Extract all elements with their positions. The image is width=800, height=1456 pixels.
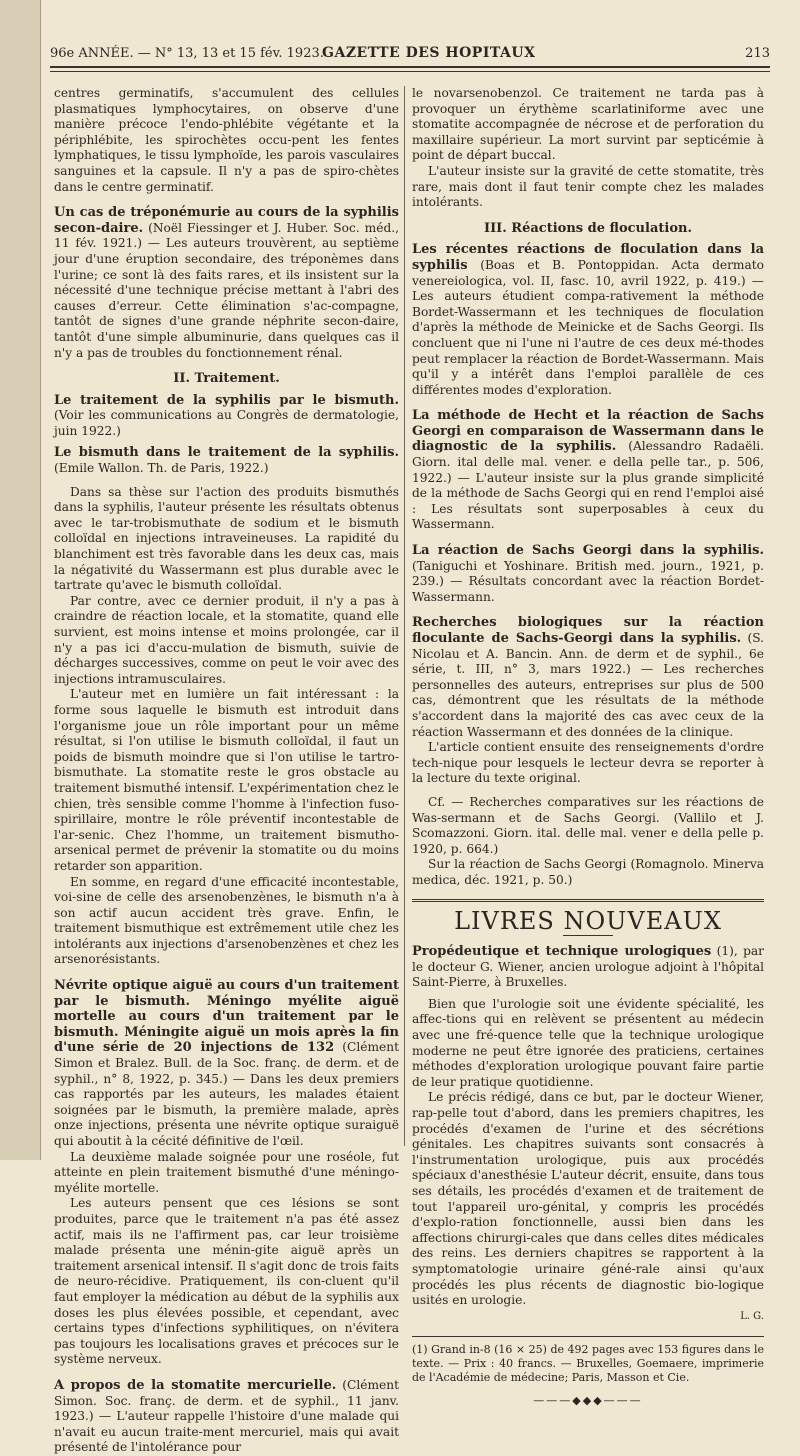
paragraph: Par contre, avec ce dernier produit, il n'y a pas à craindre de réaction locale, et la stomatite, quand elle survient, est moins intense et moins prolongée, car il n'y a pas ici d'accu-mulation de bismuth, suivie de décharges successives, comme on peut le voir avec des injections intramusculaires. [54,593,399,686]
paragraph: La deuxième malade soignée pour une roséole, fut atteinte en plein traitement bismuthé d'une méningo-myélite mortelle. [54,1149,399,1195]
paragraph: centres germinatifs, s'accumulent des cellules plasmatiques lymphocytaires, on observe d'une manière précoce l'endo-phlébite végétante et la périphlébite, les spirochètes occu-pent les fentes lymphatiques, le tissu lymphoïde, les parois vasculaires sanguines et la capsule. Il n'y a pas de spiro-chètes dans le centre germinatif. [54,86,399,194]
article-title: Un cas de tréponémurie au cours de la syphilis secon-daire. [54,205,399,236]
header-journal-title: GAZETTE DES HOPITAUX [322,45,536,61]
article-title: Névrite optique aiguë au cours d'un traitement par le bismuth. Méningo myélite aiguë mortelle au cours d'un traitement par le bismuth. Méningite aiguë un mois après la fin d'une série de 20 injections de 132 [54,978,399,1056]
paragraph: L'auteur insiste sur la gravité de cette stomatite, très rare, mais dont il faut tenir compte chez les malades intolérants. [412,163,764,210]
article-title: Le traitement de la syphilis par le bismuth. [54,392,399,408]
header-rule-thin [50,71,770,72]
column-separator [404,86,405,1146]
article-body: (Emile Wallon. Th. de Paris, 1922.) [54,461,269,476]
footnote: (1) Grand in-8 (16 × 25) de 492 pages avec 153 figures dans le texte. — Prix : 40 francs. — Bruxelles, Goemaere, imprimerie de l'Académie de médecine; Paris, Masson et Cie. [412,1336,764,1385]
article-body: (Taniguchi et Yoshinare. British med. journ., 1921, p. 239.) — Résultats concordant avec la réaction Bordet-Wassermann. [412,558,764,604]
article-body: (Boas et B. Pontoppidan. Acta dermato venereiologica, vol. II, fasc. 10, avril 1922, p. 419.) — Les auteurs étudient compa-rativement la méthode Bordet-Wassermann et les techniques de floculation d'après la méthode de Meinicke et de Sachs Georgi. Ils concluent que ni l'une ni l'autre de ces deux mé-thodes peut remplacer la réaction de Bordet-Wassermann. Mais qu'il y a intérêt dans l'emploi parallèle de ces différentes modes d'exploration. [412,257,764,397]
short-rule [563,935,613,936]
review-signature: L. G. [740,1310,764,1322]
article-body: (Voir les communications au Congrès de dermatologie, juin 1922.) [54,408,399,438]
article-bismuth-wallon [54,445,399,476]
article-stomatite-mercurielle [54,1378,399,1456]
page-binding-edge [0,0,41,1160]
paragraph: Les auteurs pensent que ces lésions se sont produites, parce que le traitement n'a pas été assez actif, mais ils ne l'affirment pas, car leur troisième malade présenta une ménin-gite aiguë après un traitement arsenical intensif. Il s'agit donc de trois faits de neuro-récidive. Pratiquement, ils con-cluent qu'il faut employer la médication au début de la syphilis aux doses les plus élevées possible, et cependant, avec certains types d'infections syphilitiques, on n'évitera pas toujours les localisations graves et précoces sur le système nerveux. [54,1196,399,1367]
paragraph: L'auteur met en lumière un fait intéressant : la forme sous laquelle le bismuth est introduit dans l'organisme joue un rôle important pour un même résultat, si l'on utilise le bismuth colloïdal, il faut un poids de bismuth moindre que si l'on utilise le tartro-bismuthate. La stomatite reste le gros obstacle au traitement bismuthé intensif. L'expérimentation chez le chien, très sensible comme l'homme à l'infection fuso-spirillaire, montre le rôle préventif incontestable de l'ar-senic. Chez l'homme, un traitement bismutho-arsenical permet de prévenir la stomatite ou du moins retarder son apparition. [54,687,399,873]
ornament-divider: ———◆◆◆——— [533,1394,643,1408]
article-body: (Alessandro Radaëli. Giorn. ital delle mal. vener. e della pelle tar., p. 506, 1922.) — L'auteur insiste sur la plus grande simplicité de la méthode de Sachs Georgi qui en rend l'emploi aisé : Les résultats sont superposables à ceux du Wassermann. [412,439,765,532]
article-body: (Clément Simon. Soc. franç. de derm. et de syphil., 11 janv. 1923.) — L'auteur rappelle l'histoire d'une malade qui n'avait eu aucun traite-ment mercuriel, mais qui avait présenté de l'intolérance pour [54,1377,400,1455]
article-body: (S. Nicolau et A. Bancin. Ann. de derm et de syphil., 6e série, t. III, n° 3, mars 1922.) — Les recherches personnelles des auteurs, entreprises sur plus de 500 cas, démontrent que les résultats de la méthode s'accordent dans la majorité des cas avec ceux de la réaction Wassermann et des données de la clinique. [412,631,765,739]
section-heading-floculation: III. Réactions de floculation. [484,220,692,236]
section-double-rule [412,899,764,906]
paragraph: En somme, en regard d'une efficacité incontestable, voi-sine de celle des arsenobenzènes, le bismuth n'a à son actif aucun accident très grave. Enfin, le traitement bismuthique est extrêmement utile chez les intolérants aux injections d'arsenobenzènes et chez les arsenorésistants. [54,874,399,967]
book-title: Propédeutique et technique urologiques [412,944,712,960]
paragraph: le novarsenobenzol. Ce traitement ne tarda pas à provoquer un érythème scarlatiniforme avec une stomatite accompagnée de nécrose et de perforation du maxillaire supérieur. La mort survint par septicémie à point de départ buccal. [412,86,764,163]
article-reactions-floculation [412,242,764,398]
article-title: Les récentes réactions de floculation dans la syphilis [412,242,764,273]
paragraph: Le précis rédigé, dans ce but, par le docteur Wiener, rap-pelle tout d'abord, dans les premiers chapitres, les procédés d'examen de l'urine et des sécrétions génitales. Les chapitres suivants sont consacrés à l'instrumentation urologique, puis aux procédés spéciaux d'anesthésie L'auteur décrit, ensuite, dans tous ses détails, les procédés d'examen et de traitement de tout l'appareil uro-génital, y compris les procédés d'explo-ration fonctionnelle, aussi bien dans les affections chirurgi-cales que dans celles dites médicales des reins. Les derniers chapitres se rapportent à la symptomatologie urinaire géné-rale ainsi qu'aux procédés les plus récents de diagnostic bio-logique usités en urologie. [412,1090,764,1308]
article-body: (Noël Fiessinger et J. Huber. Soc. méd., 11 fév. 1921.) — Les auteurs trouvèrent, au septième jour d'une éruption secondaire, des tréponèmes dans l'urine; ce sont là des faits rares, et ils insistent sur la nécessité d'une technique précise mettant à l'abri des causes d'erreur. Cette élimination s'ac-compagne, tantôt de signes d'une grande néphrite secon-daire, tantôt d'une simple albuminurie, dans quelques cas il n'y a pas de troubles du fonctionnement rénal. [54,220,399,360]
article-title: La méthode de Hecht et la réaction de Sachs Georgi en comparaison de Wassermann dans le diagnostic de la syphilis. [412,408,764,455]
article-title: Recherches biologiques sur la réaction floculante de Sachs-Georgi dans la syphilis. [412,615,764,646]
article-title: La réaction de Sachs Georgi dans la syphilis. [412,543,764,559]
paragraph: Bien que l'urologie soit une évidente spécialité, les affec-tions qui en relèvent se présentent au médecin avec une fré-quence telle que la technique urologique moderne ne peut être ignorée des praticiens, certaines méthodes d'exploration urologique pouvant faire partie de leur pratique quotidienne. [412,996,764,1089]
article-treponemurie [54,205,399,361]
paragraph: Sur la réaction de Sachs Georgi (Romagnolo. Minerva medica, déc. 1921, p. 50.) [412,857,764,887]
header-page-number: 213 [745,46,770,61]
article-title: A propos de la stomatite mercurielle. [54,1377,337,1393]
article-nevrite-optique [54,978,399,1150]
article-methode-hecht [412,408,764,533]
book-details: (1), par le docteur G. Wiener, ancien urologue adjoint à l'hôpital Saint-Pierre, à Bruxelles. [412,944,765,990]
livres-nouveaux-heading: LIVRES NOUVEAUX [454,906,722,935]
article-title: Le bismuth dans le traitement de la syphilis. [54,445,399,461]
section-heading-traitement: II. Traitement. [173,371,280,387]
left-column [54,86,399,1456]
article-body: (Clément Simon et Bralez. Bull. de la Soc. franç. de derm. et de syphil., n° 8, 1922, p. 345.) — Dans les deux premiers cas rapportés par les auteurs, les malades étaient soignées par le bismuth, la première malade, après onze injections, présenta une névrite optique suraiguë qui aboutit à la cécité définitive de l'œil. [54,1040,399,1148]
header-rule [50,66,770,68]
paragraph-cf: Cf. — Recherches comparatives sur les réactions de Was-sermann et de Sachs Georgi. (Vallilo et J. Scomazzoni. Giorn. ital. delle mal. vener e della pelle p. 1920, p. 664.) [412,794,764,856]
article-sachs-georgi [412,543,764,605]
running-header [50,42,770,64]
book-review-urologie [412,944,764,991]
article-bismuth-congres [54,393,399,440]
paragraph: Dans sa thèse sur l'action des produits bismuthés dans la syphilis, l'auteur présente les résultats obtenus avec le tar-trobismuthate de sodium et le bismuth colloïdal en injections intraveineuses. La rapidité du blanchiment est très favorable dans les deux cas, mais la négativité du Wassermann est plus durable avec le tartrate qu'avec le bismuth colloïdal. [54,484,399,593]
right-column [412,86,764,1409]
paragraph: L'article contient ensuite des renseignements d'ordre tech-nique pour lesquels le lecteur devra se reporter à la lecture du texte original. [412,740,764,786]
article-recherches-biologiques [412,615,764,740]
header-issue-info: 96e ANNÉE. — N° 13, 13 et 15 fév. 1923. [50,46,324,61]
